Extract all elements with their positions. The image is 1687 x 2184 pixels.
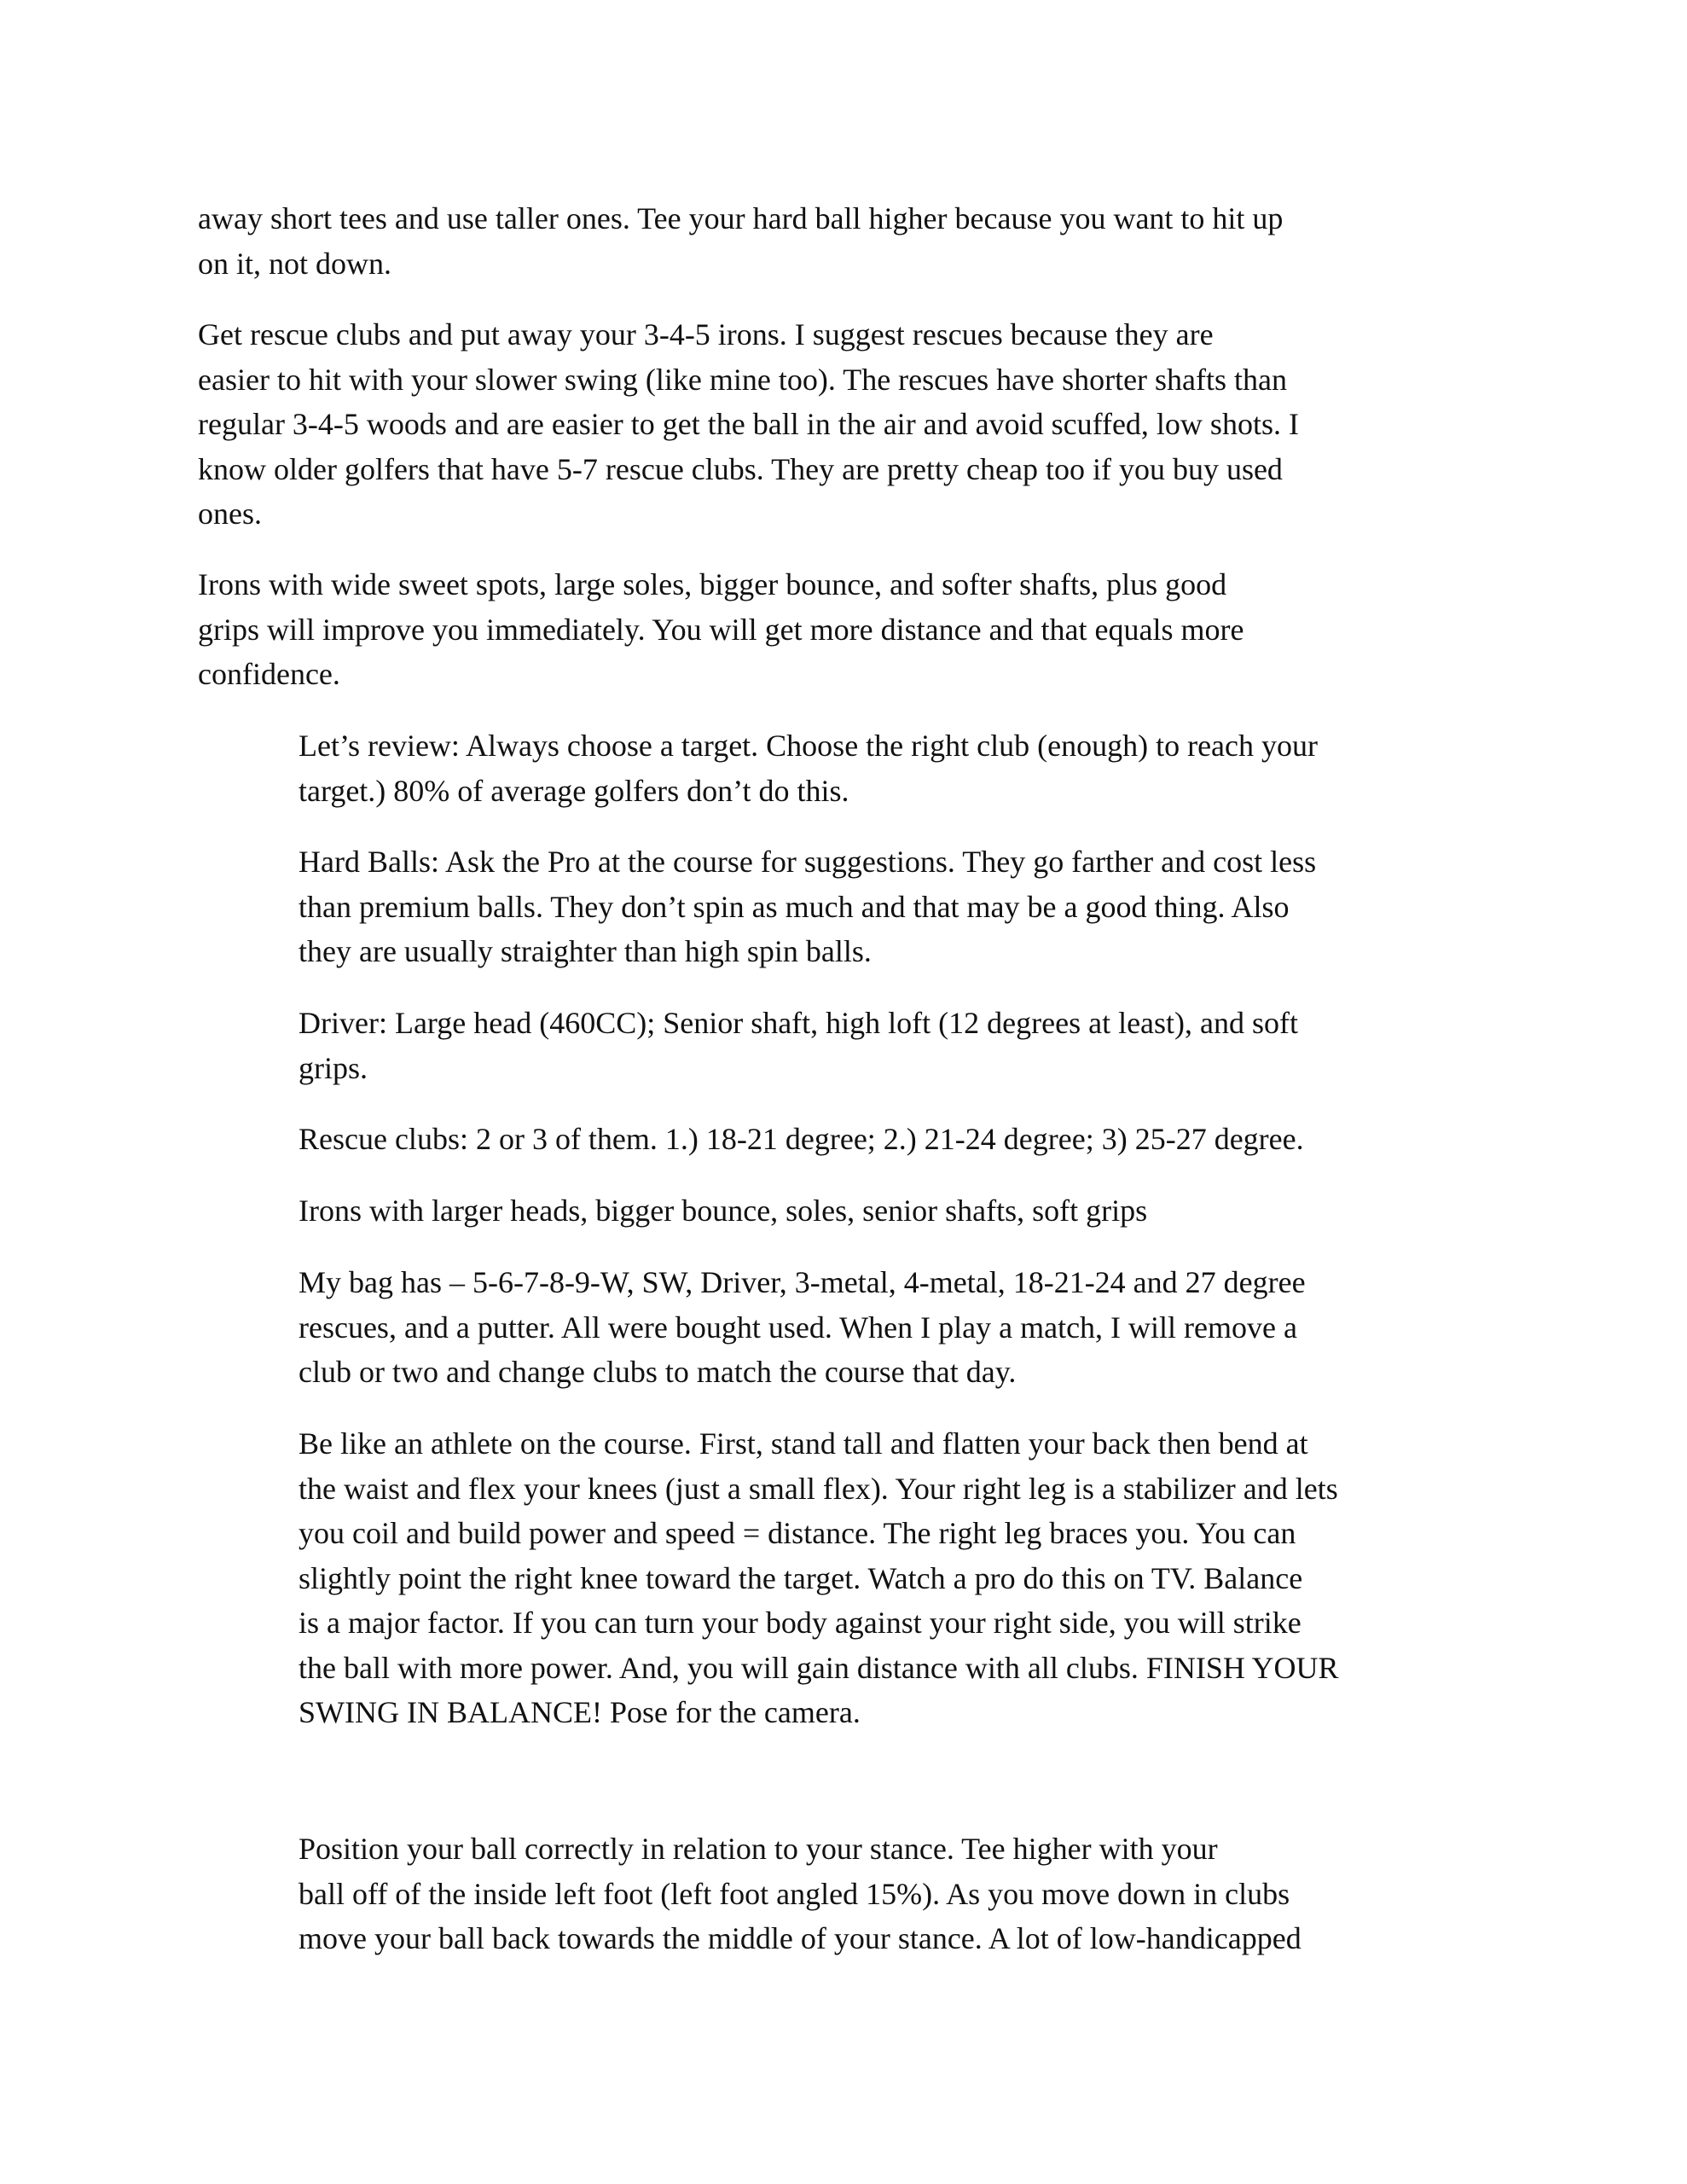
paragraph-driver: Driver: Large head (460CC); Senior shaft, high loft (12 degrees at least), and soft grips. bbox=[299, 1006, 1299, 1085]
paragraph-tees: away short tees and use taller ones. Tee your hard ball higher because you want to hit up on it, not down. bbox=[198, 201, 1284, 281]
paragraph-rescue-list: Rescue clubs: 2 or 3 of them. 1.) 18-21 degree; 2.) 21-24 degree; 3) 25-27 degree. bbox=[299, 1122, 1304, 1156]
paragraph-ball-position: Position your ball correctly in relation to your stance. Tee higher with your ball off of the inside left foot (left foot angled 15%). As you move down in clubs move your ball back towards the middle of your stance. A lot of low-handicapped bbox=[299, 1832, 1301, 1955]
paragraph-review: Let’s review: Always choose a target. Choose the right club (enough) to reach your target.) 80% of average golfers don’t do this. bbox=[299, 729, 1318, 808]
paragraph-irons: Irons with wide sweet spots, large soles, bigger bounce, and softer shafts, plus good grips will improve you immediately. You will get more distance and that equals more confidence. bbox=[198, 567, 1244, 691]
paragraph-rescue-clubs: Get rescue clubs and put away your 3-4-5 irons. I suggest rescues because they are easier to hit with your slower swing (like mine too). The rescues have shorter shafts than regular 3-4-5 woods and are easier to get the ball in the air and avoid scuffed, low shots. I know older golfers that have 5-7 rescue clubs. They are pretty cheap too if you buy used ones. bbox=[198, 317, 1299, 531]
paragraph-iron-list: Irons with larger heads, bigger bounce, soles, senior shafts, soft grips bbox=[299, 1194, 1148, 1228]
paragraph-my-bag: My bag has – 5-6-7-8-9-W, SW, Driver, 3-metal, 4-metal, 18-21-24 and 27 degree rescues, and a putter. All were bought used. When I play a match, I will remove a club or two and change clubs to match the course that day. bbox=[299, 1265, 1306, 1389]
paragraph-hard-balls: Hard Balls: Ask the Pro at the course for suggestions. They go farther and cost less than premium balls. They don’t spin as much and that may be a good thing. Also they are usually straighter than high spin balls. bbox=[299, 845, 1317, 968]
paragraph-athlete: Be like an athlete on the course. First, stand tall and flatten your back then bend at the waist and flex your knees (just a small flex). Your right leg is a stabilizer and lets you coil and build power and speed = distance. The right leg braces you. You can slightly point the right knee toward the target. Watch a pro do this on TV. Balance is a major factor. If you can turn your body against your right side, you will strike the ball with more power. And, you will gain distance with all clubs. FINISH YOUR SWING IN BALANCE! Pose for the camera. bbox=[299, 1426, 1339, 1729]
